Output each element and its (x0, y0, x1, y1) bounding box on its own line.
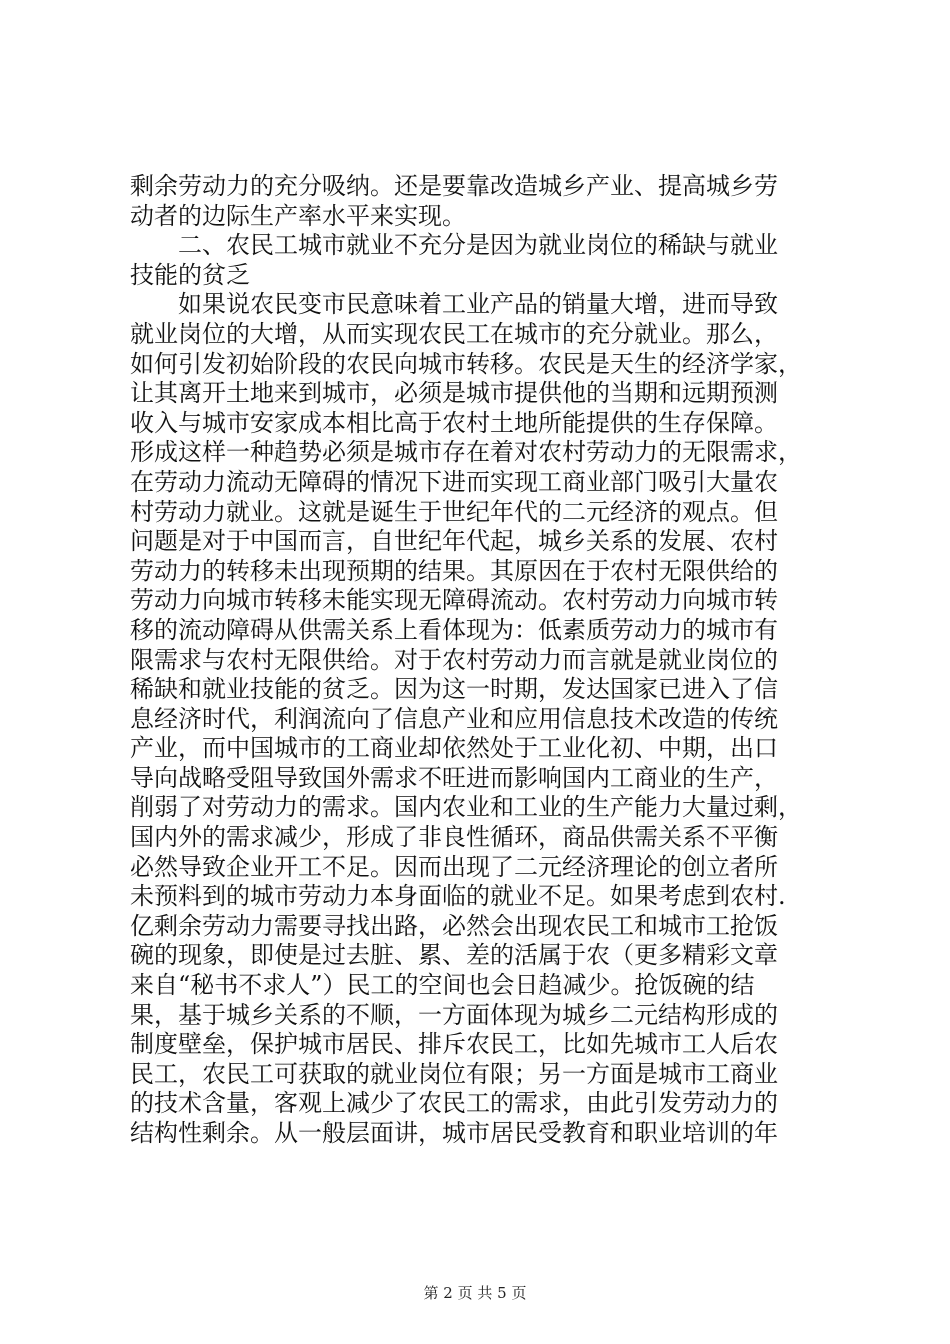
text-line: 果，基于城乡关系的不顺，一方面体现为城乡二元结构形成的 (130, 1000, 778, 1029)
text-line: 问题是对于中国而言，自世纪年代起，城乡关系的发展、农村 (130, 527, 778, 556)
text-line: 技能的贫乏 (130, 260, 250, 289)
text-line: 劳动力向城市转移未能实现无障碍流动。农村劳动力向城市转 (130, 586, 778, 615)
text-line: 息经济时代，利润流向了信息产业和应用信息技术改造的传统 (130, 704, 778, 733)
text-line: 限需求与农村无限供给。对于农村劳动力而言就是就业岗位的 (130, 645, 778, 674)
text-line: 如果说农民变市民意味着工业产品的销量大增，进而导致 (178, 290, 778, 319)
text-line: 动者的边际生产率水平来实现。 (130, 201, 466, 230)
text-line: 如何引发初始阶段的农民向城市转移。农民是天生的经济学家， (130, 349, 802, 378)
text-line: 收入与城市安家成本相比高于农村土地所能提供的生存保障。 (130, 408, 778, 437)
text-line: 劳动力的转移未出现预期的结果。其原因在于农村无限供给的 (130, 556, 778, 585)
text-line: 亿剩余劳动力需要寻找出路，必然会出现农民工和城市工抢饭 (130, 911, 778, 940)
text-line: 产业，而中国城市的工商业却依然处于工业化初、中期，出口 (130, 734, 778, 763)
text-line: 碗的现象，即使是过去脏、累、差的活属于农（更多精彩文章 (130, 941, 778, 970)
text-line: 就业岗位的大增，从而实现农民工在城市的充分就业。那么， (130, 319, 778, 348)
text-line: 的技术含量，客观上减少了农民工的需求，由此引发劳动力的 (130, 1089, 778, 1118)
text-line: 剩余劳动力的充分吸纳。还是要靠改造城乡产业、提高城乡劳 (130, 172, 778, 200)
page-footer: 第 2 页 共 5 页 (423, 1284, 527, 1302)
text-line: 稀缺和就业技能的贫乏。因为这一时期，发达国家已进入了信 (130, 675, 778, 704)
text-line: 民工，农民工可获取的就业岗位有限；另一方面是城市工商业 (130, 1059, 778, 1088)
text-line: 村劳动力就业。这就是诞生于世纪年代的二元经济的观点。但 (130, 497, 778, 526)
text-line: 来自“秘书不求人”）民工的空间也会日趋减少。抢饭碗的结 (130, 971, 755, 1000)
text-line: 导向战略受阻导致国外需求不旺进而影响国内工商业的生产， (130, 763, 778, 792)
text-line: 移的流动障碍从供需关系上看体现为：低素质劳动力的城市有 (130, 615, 778, 644)
text-line: 二、农民工城市就业不充分是因为就业岗位的稀缺与就业 (178, 231, 778, 260)
text-line: 形成这样一种趋势必须是城市存在着对农村劳动力的无限需求， (130, 438, 802, 467)
text-line: 让其离开土地来到城市，必须是城市提供他的当期和远期预测 (130, 379, 778, 408)
text-line: 结构性剩余。从一般层面讲，城市居民受教育和职业培训的年 (130, 1119, 778, 1147)
document-body (130, 172, 830, 1149)
text-line: 制度壁垒，保护城市居民、排斥农民工，比如先城市工人后农 (130, 1030, 778, 1059)
text-line: 削弱了对劳动力的需求。国内农业和工业的生产能力大量过剩， (130, 793, 802, 822)
text-line: 国内外的需求减少，形成了非良性循环，商品供需关系不平衡 (130, 823, 778, 852)
text-line: 在劳动力流动无障碍的情况下进而实现工商业部门吸引大量农 (130, 467, 778, 496)
text-line: 必然导致企业开工不足。因而出现了二元经济理论的创立者所 (130, 852, 778, 881)
text-line: 未预料到的城市劳动力本身面临的就业不足。如果考虑到农村. (130, 882, 786, 911)
